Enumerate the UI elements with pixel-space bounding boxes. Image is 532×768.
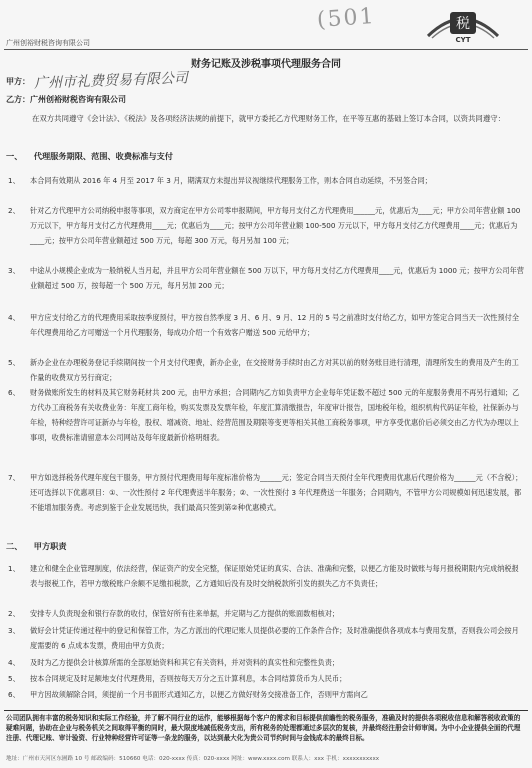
clause-1-4: 4、 甲方应支付给乙方的代理费用采取按季度预付，甲方按自然季度 3 月、6 月、9 月、12 月的 5 号之前准时支付给乙方，如甲方签定合同当天一次性预付全年代理费用给乙方可赠送一个月代理服务，每成功介绍一个有效客户赠送 500 元给甲方； <box>8 313 520 337</box>
section-2-number: 二、 <box>6 541 23 551</box>
document-title: 财务记账及涉税事项代理服务合同 <box>191 59 341 70</box>
clause-1-1: 1、 本合同有效期从 2016 年 4 月至 2017 年 3 月，期满双方未提出异议视继续代理服务工作，则本合同自动延续，不另签合同； <box>8 176 432 185</box>
party-b-label: 乙方： <box>6 95 30 104</box>
intro-paragraph: 在双方共同遵守《会计法》、《税法》及各项经济法规的前提下，就甲方委托乙方代理财务工作，在平等互惠的基础上签订本合同，以资共同遵守： <box>32 114 505 123</box>
header-divider <box>4 49 528 50</box>
clause-2-2: 2、 安排专人负责现金和银行存款的收付，保管好所有往来单据，并定期与乙方提供的账面数相核对； <box>8 609 340 618</box>
clause-2-5: 5、 按本合同规定及时足额地支付代理费用，否则按每天万分之五计算利息，本合同结算货币为人民币； <box>8 674 347 683</box>
section-1-heading <box>6 151 173 162</box>
party-a-handwritten: 广州市礼费贸易有限公司 <box>33 70 189 92</box>
svg-text:税: 税 <box>456 16 470 32</box>
section-2-title: 甲方职责 <box>33 541 67 551</box>
clause-1-7: 7、 甲方如选择税务代理年度包干服务，甲方预付代理费用每年度标准价格为______元；签定合同当天预付全年代理费用优惠后代理价格为______元（不含税）；还可选择以下优惠项目：①、一次性预付 2 年代理费送半年服务；②、一次性预付 3 年代理费送一年服务；合同期内，不管甲方公司规模如何迅速发展，都不能增加服务费。考虑到鉴于企业发展迅快，我们最高只签到第②种优惠模式。 <box>8 473 523 512</box>
party-a-label: 甲方： <box>6 77 30 86</box>
section-1-title: 代理服务期限、范围、收费标准与支付 <box>33 151 173 161</box>
svg-text:CYT: CYT <box>455 36 471 44</box>
section-1-number: 一、 <box>6 151 23 161</box>
clause-2-6: 6、 甲方因故须解除合同，须提前一个月书面形式通知乙方，以便乙方做好财务交接准备工作，否则甲方需向乙 <box>8 690 368 699</box>
footer-description: 公司团队拥有丰富的税务知识和实际工作经验，并了解不同行业的运作，能够根据每个客户的需求和目标提供前瞻性的税务服务，准确及时的提供各项税收信息和解答税收政策的疑难问题，协助在企业与税务机关之间取得平衡的同时，最大限度地减低税务支出，所有税务的处理都通过多层次的复核，并最终经注册会计师审阅。为中小企业提供全面的代理注册、代理记账、审计验资、行业特种经营许可证等一条龙的服务，以达到最大化为贵公司节约时间与金钱成本的最终目标。 <box>6 714 521 742</box>
footer-divider <box>4 710 528 711</box>
clause-1-6: 6、 财务做账所发生的材料及其它财务耗材共 200 元，由甲方承担；合同期内乙方如负责甲方企业每年凭证数不超过 500 元的年度服务费用不再另行通知；乙方代办工商税务有关收费业务：年度工商年检，购买发票及发票年检，年度汇算清缴报告，年度审计报告，国地税年检，组织机构代码证年检，社保新办与年检，特种经营许可证新办与年检，股权、增减资、地址、经营范围及期限等变更等相关其他工商税务事项，甲方享受优惠价后必须交由乙方代为办理以上事项，收费标准请留意本公司网站及每年度最新价格明细表。 <box>8 388 520 442</box>
company-logo-icon <box>424 8 502 44</box>
clause-2-4: 4、 及时为乙方提供会计核算所需的全部原始资料和其它有关资料，并对资料的真实性和完整性负责； <box>8 658 340 667</box>
clause-1-2: 2、 针对乙方代理甲方公司纳税申报等事项，双方商定在甲方公司零申报期间，甲方每月支付乙方代理费用______元，优惠后为____元；甲方公司年营业额 100 万元以下，甲方每月支付乙方代理费用____元；优惠后为____元；按甲方公司年营业额 100-500 万元以下，甲方每月支付乙方代理费用____元；优惠后为____元；按甲方公司年营业额超过 500 万元，每超 300 万元，每月另加 100 元； <box>8 206 521 245</box>
party-b <box>6 94 126 105</box>
section-2-heading <box>6 541 67 552</box>
party-b-value: 广州创裕财税咨询有限公司 <box>30 95 126 104</box>
footer-contact: 地址：广州市天河区东圃路 10 号 邮政编码：510660 电话：020-xxxx 传真：020-xxxx 网址：www.xxxx.com 联系人：xxx 手机：xxxxxxxxxxx <box>6 756 380 762</box>
clause-2-1: 1、 建立和健全企业管理制度，依法经营，保证资产的安全完整，保证原始凭证的真实、合法、准确和完整，以便乙方能及时做账与每月报税期限内完成纳税报表与报税工作，若甲方缴税账户余额不足缴扣税款，乙方通知后没有及时交纳税款所引发的损失乙方不负责任； <box>8 564 519 588</box>
clause-1-5: 5、 新办企业在办理税务登记手续期间按一个月支付代理费，新办企业，在交接财务手续时由乙方对其以前的财务账目进行清理，清理所发生的费用及产生的工作量的收费双方另行商定； <box>8 358 519 382</box>
firm-name-header: 广州创裕财税咨询有限公司 <box>6 39 90 47</box>
handwritten-mark: (501 <box>316 3 377 34</box>
clause-2-3: 3、 做好会计凭证传递过程中的登记和保管工作，为乙方派出的代理记账人员提供必要的工作条件合作；及时准确提供各项成本与费用发票，否则我公司会按月度需要的 6 点成本发票，费用由甲方负责； <box>8 626 519 650</box>
clause-1-3: 3、 中途从小规模企业成为一般纳税人当月起，并且甲方公司年营业额在 500 万以下，甲方每月支付乙方代理费用____元，优惠后为 1000 元；按甲方公司年营业额超过 500 万，按每超一个 500 万元，每月另加 200 元； <box>8 266 524 290</box>
